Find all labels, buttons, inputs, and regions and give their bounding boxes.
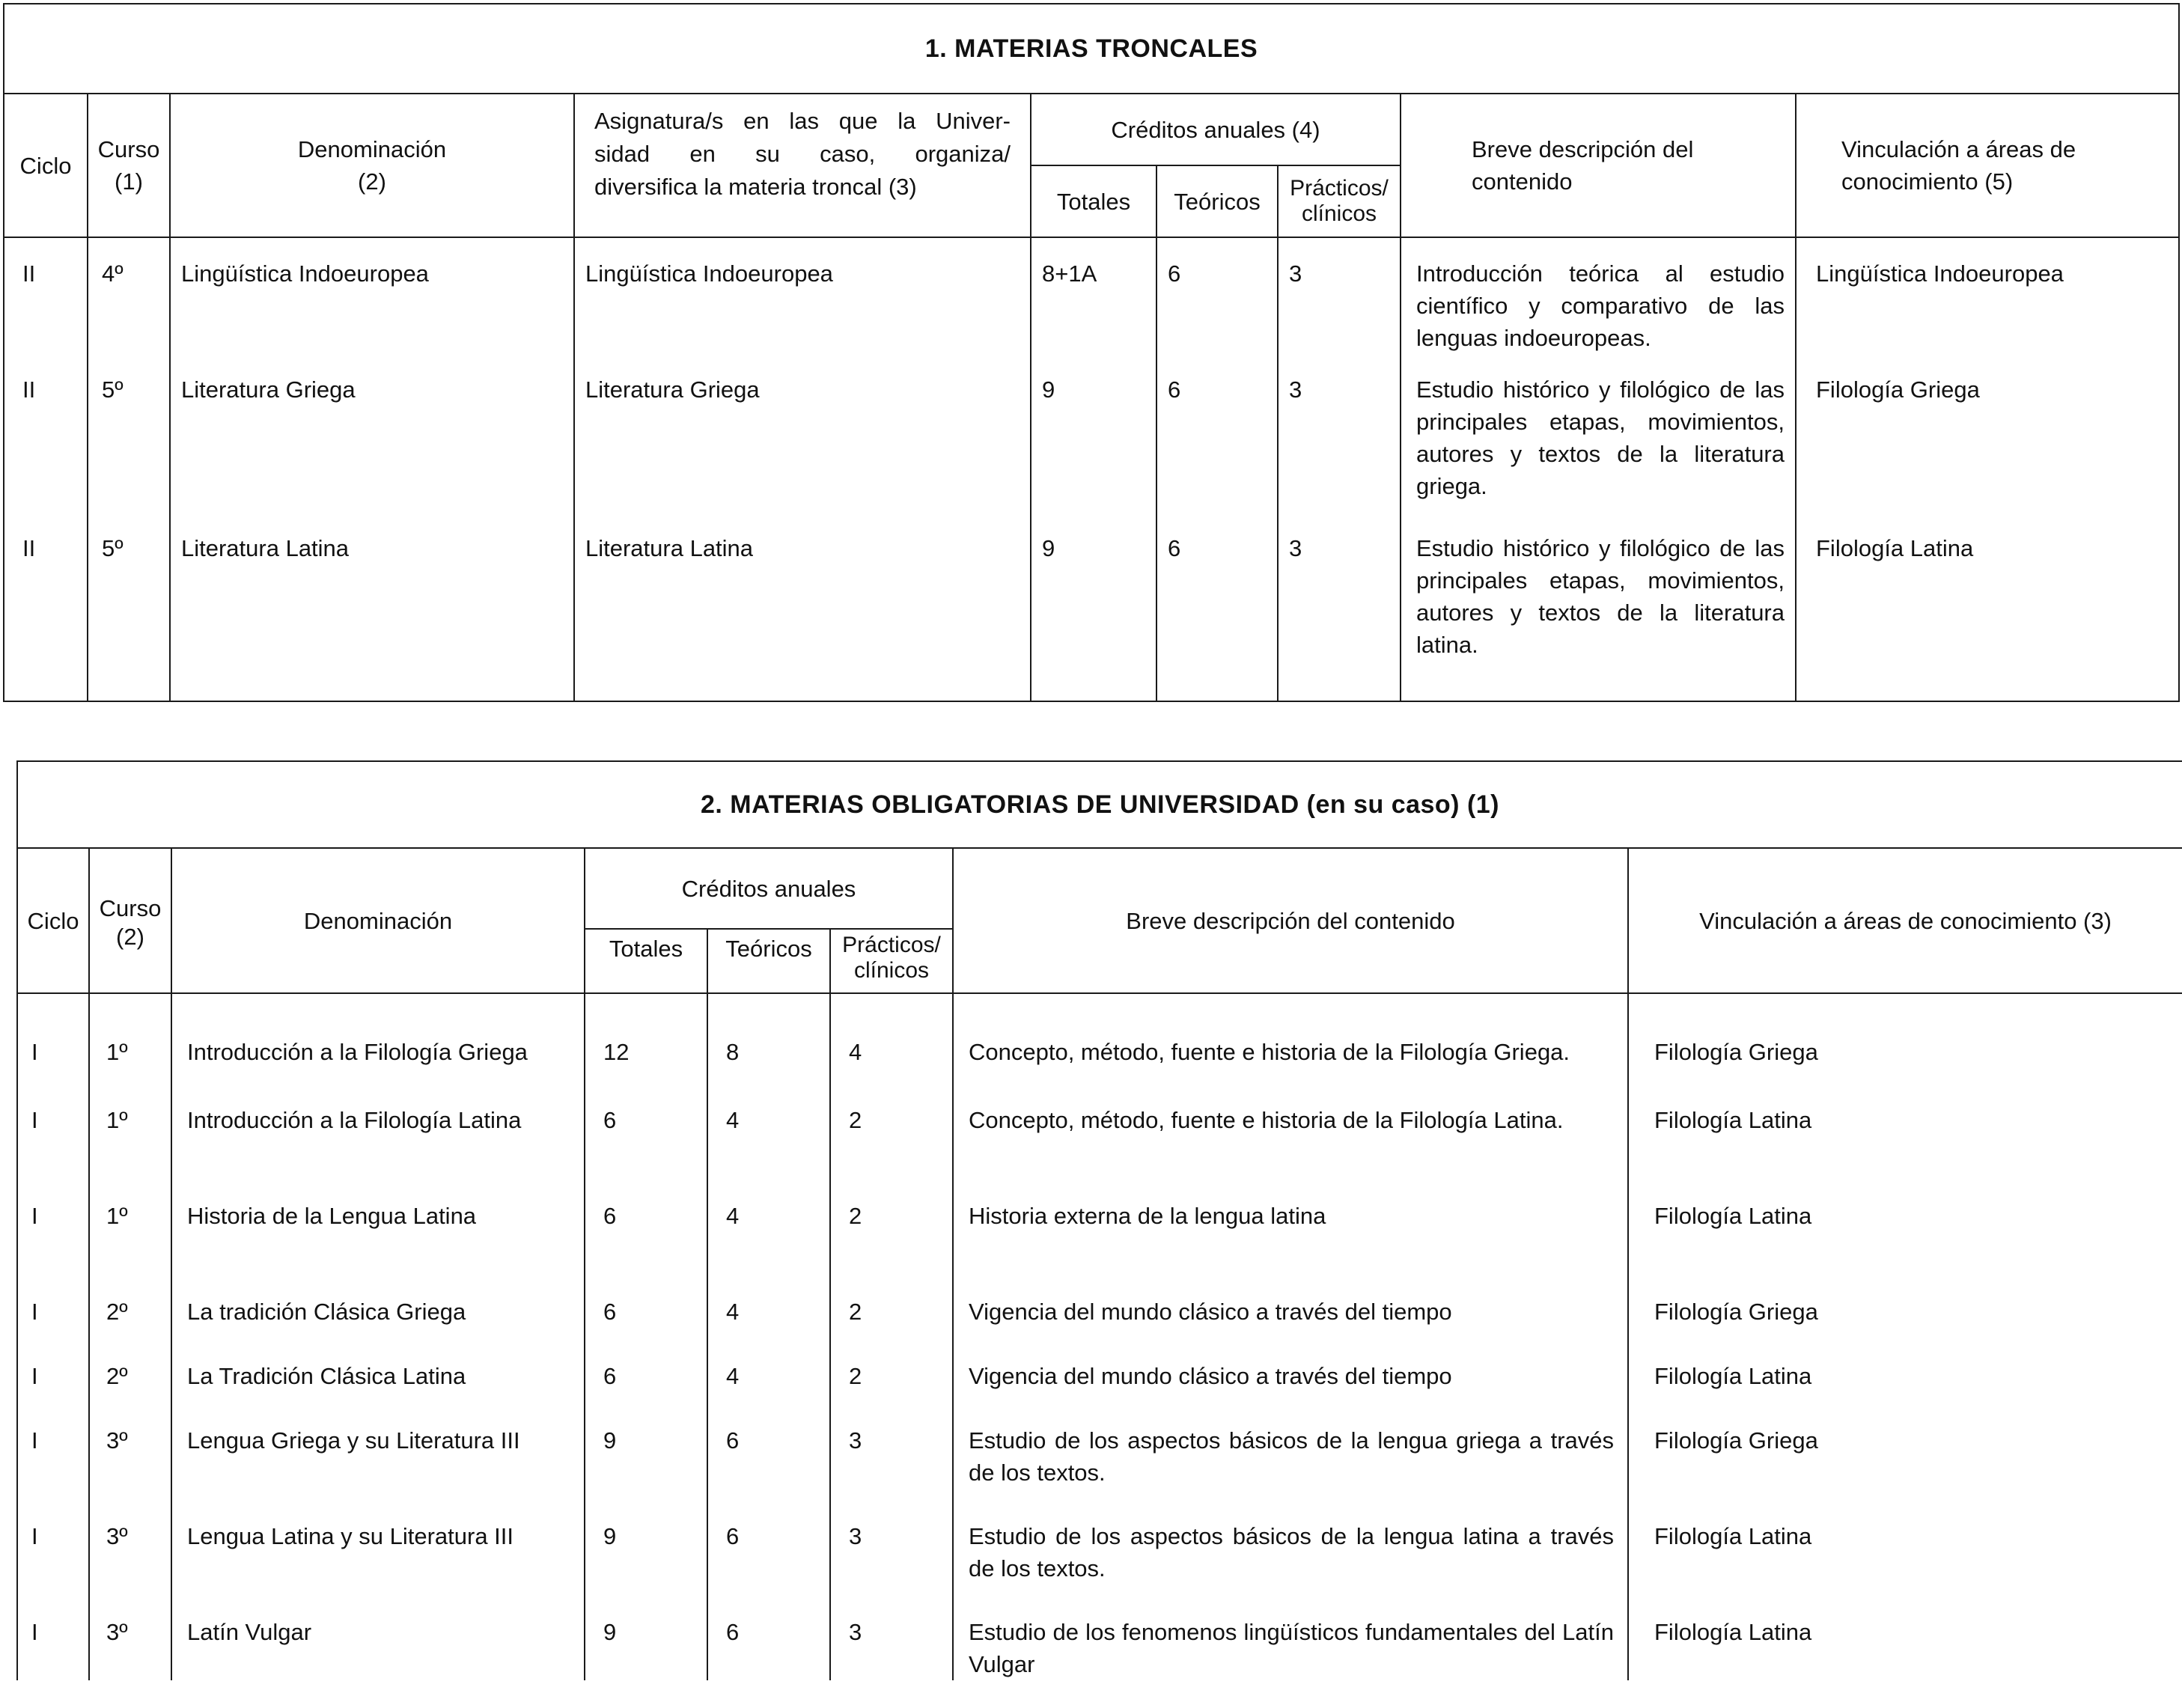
cell-teoricos: 6	[707, 1409, 830, 1505]
cell-ciclo: I	[17, 1601, 89, 1680]
cell-totales: 9	[1031, 513, 1156, 701]
cell-ciclo: II	[4, 513, 88, 701]
table-row	[17, 1505, 2182, 1601]
header-curso-label: Curso	[99, 894, 162, 921]
table-row	[4, 237, 2179, 354]
cell-teoricos: 4	[707, 1089, 830, 1185]
header-practicos	[1278, 165, 1401, 237]
cell-curso: 5º	[88, 513, 170, 701]
cell-descripcion: Concepto, método, fuente e historia de la Filología Griega.	[953, 993, 1628, 1089]
cell-descripcion: Estudio de los fenomenos lingüísticos fundamentales del Latín Vulgar	[953, 1601, 1628, 1680]
cell-practicos: 3	[830, 1601, 953, 1680]
cell-practicos: 2	[830, 1345, 953, 1409]
header-curso-note: (1)	[115, 168, 143, 195]
cell-ciclo: II	[4, 354, 88, 513]
cell-curso: 1º	[89, 1185, 171, 1281]
cell-ciclo: I	[17, 1409, 89, 1505]
cell-teoricos: 6	[1156, 513, 1278, 701]
cell-vinculacion: Filología Latina	[1628, 1185, 2182, 1281]
cell-asignatura: Literatura Griega	[574, 354, 1031, 513]
cell-denominacion: Introducción a la Filología Latina	[171, 1089, 585, 1185]
cell-totales: 9	[1031, 354, 1156, 513]
header-practicos	[830, 929, 953, 993]
table-row	[17, 1185, 2182, 1281]
table-row	[4, 513, 2179, 701]
header-asignatura	[574, 94, 1031, 237]
header-practicos-line2: clínicos	[853, 958, 930, 983]
cell-teoricos: 8	[707, 993, 830, 1089]
cell-totales: 9	[585, 1601, 707, 1680]
materias-troncales-table	[3, 3, 2180, 702]
cell-totales: 9	[585, 1505, 707, 1601]
cell-asignatura: Lingüística Indoeuropea	[574, 237, 1031, 354]
table-row	[17, 1601, 2182, 1680]
cell-practicos: 4	[830, 993, 953, 1089]
cell-asignatura: Literatura Latina	[574, 513, 1031, 701]
cell-descripcion: Vigencia del mundo clásico a través del tiempo	[953, 1281, 1628, 1345]
header-vinculacion: Vinculación a áreas de conocimiento (3)	[1628, 848, 2182, 993]
cell-vinculacion: Lingüística Indoeuropea	[1796, 237, 2179, 354]
cell-denominacion: Lengua Griega y su Literatura III	[171, 1409, 585, 1505]
header-curso	[88, 94, 170, 237]
cell-descripcion: Vigencia del mundo clásico a través del tiempo	[953, 1345, 1628, 1409]
cell-denominacion: Literatura Latina	[170, 513, 574, 701]
header-denominacion-note: (2)	[358, 168, 386, 195]
header-practicos-line1: Prácticos/	[842, 933, 941, 957]
cell-curso: 4º	[88, 237, 170, 354]
cell-ciclo: I	[17, 1185, 89, 1281]
header-teoricos: Teóricos	[707, 929, 830, 993]
header-curso-note: (2)	[116, 923, 144, 950]
header-descripcion: Breve descripción del contenido	[953, 848, 1628, 993]
cell-teoricos: 6	[1156, 237, 1278, 354]
cell-ciclo: II	[4, 237, 88, 354]
cell-practicos: 2	[830, 1185, 953, 1281]
cell-curso: 1º	[89, 993, 171, 1089]
header-creditos: Créditos anuales (4)	[1031, 94, 1401, 165]
cell-denominacion: Lingüística Indoeuropea	[170, 237, 574, 354]
cell-denominacion: Historia de la Lengua Latina	[171, 1185, 585, 1281]
header-denominacion: Denominación	[171, 848, 585, 993]
header-curso-label: Curso	[97, 136, 160, 162]
cell-practicos: 3	[1278, 354, 1401, 513]
cell-descripcion: Historia externa de la lengua latina	[953, 1185, 1628, 1281]
header-descripcion	[1401, 94, 1796, 237]
cell-curso: 3º	[89, 1409, 171, 1505]
cell-teoricos: 4	[707, 1281, 830, 1345]
cell-denominacion: La Tradición Clásica Latina	[171, 1345, 585, 1409]
cell-vinculacion: Filología Griega	[1628, 1281, 2182, 1345]
header-descripcion-line1: Breve descripción del	[1472, 136, 1694, 162]
cell-practicos: 2	[830, 1281, 953, 1345]
table-row	[17, 993, 2182, 1089]
cell-ciclo: I	[17, 1345, 89, 1409]
cell-denominacion: La tradición Clásica Griega	[171, 1281, 585, 1345]
header-totales: Totales	[585, 929, 707, 993]
cell-totales: 12	[585, 993, 707, 1089]
cell-totales: 6	[585, 1089, 707, 1185]
table-row	[17, 1409, 2182, 1505]
cell-vinculacion: Filología Latina	[1628, 1601, 2182, 1680]
header-ciclo: Ciclo	[4, 94, 88, 237]
header-ciclo: Ciclo	[17, 848, 89, 993]
cell-practicos: 3	[1278, 513, 1401, 701]
header-creditos: Créditos anuales	[585, 848, 953, 929]
cell-vinculacion: Filología Griega	[1628, 993, 2182, 1089]
cell-ciclo: I	[17, 1505, 89, 1601]
cell-totales: 6	[585, 1185, 707, 1281]
cell-totales: 8+1A	[1031, 237, 1156, 354]
cell-vinculacion: Filología Latina	[1628, 1089, 2182, 1185]
cell-denominacion: Introducción a la Filología Griega	[171, 993, 585, 1089]
cell-practicos: 3	[1278, 237, 1401, 354]
cell-denominacion: Literatura Griega	[170, 354, 574, 513]
cell-descripcion: Estudio histórico y filológico de las principales etapas, movimientos, autores y textos de la literatura griega.	[1401, 354, 1796, 513]
cell-curso: 2º	[89, 1345, 171, 1409]
table2-title: 2. MATERIAS OBLIGATORIAS DE UNIVERSIDAD (en su caso) (1)	[17, 761, 2182, 848]
cell-totales: 9	[585, 1409, 707, 1505]
cell-descripcion: Estudio histórico y filológico de las principales etapas, movimientos, autores y textos de la literatura latina.	[1401, 513, 1796, 701]
header-denominacion-label: Denominación	[297, 136, 447, 162]
header-vinculacion	[1796, 94, 2179, 237]
cell-teoricos: 6	[707, 1505, 830, 1601]
cell-teoricos: 4	[707, 1185, 830, 1281]
header-descripcion-line2: contenido	[1472, 168, 1573, 195]
cell-practicos: 3	[830, 1409, 953, 1505]
cell-descripcion: Introducción teórica al estudio científico y comparativo de las lenguas indoeuropeas.	[1401, 237, 1796, 354]
cell-curso: 2º	[89, 1281, 171, 1345]
cell-vinculacion: Filología Latina	[1796, 513, 2179, 701]
cell-totales: 6	[585, 1345, 707, 1409]
header-denominacion	[170, 94, 574, 237]
cell-teoricos: 4	[707, 1345, 830, 1409]
table1-title: 1. MATERIAS TRONCALES	[4, 4, 2179, 94]
cell-teoricos: 6	[707, 1601, 830, 1680]
cell-curso: 1º	[89, 1089, 171, 1185]
header-asignatura-line1: Asignatura/s en las que la Univer-	[594, 108, 1011, 134]
table-row	[17, 1281, 2182, 1345]
cell-descripcion: Estudio de los aspectos básicos de la lengua latina a través de los textos.	[953, 1505, 1628, 1601]
cell-teoricos: 6	[1156, 354, 1278, 513]
cell-curso: 3º	[89, 1601, 171, 1680]
cell-vinculacion: Filología Griega	[1796, 354, 2179, 513]
header-vinculacion-line1: Vinculación a áreas de	[1841, 136, 2076, 162]
table-row	[17, 1089, 2182, 1185]
cell-ciclo: I	[17, 1089, 89, 1185]
header-asignatura-line2: sidad en su caso, organiza/	[594, 141, 1011, 167]
table-row	[4, 354, 2179, 513]
cell-vinculacion: Filología Griega	[1628, 1409, 2182, 1505]
header-vinculacion-line2: conocimiento (5)	[1841, 168, 2014, 195]
header-curso	[89, 848, 171, 993]
cell-denominacion: Lengua Latina y su Literatura III	[171, 1505, 585, 1601]
header-practicos-line2: clínicos	[1301, 201, 1377, 226]
cell-practicos: 3	[830, 1505, 953, 1601]
table-row	[17, 1345, 2182, 1409]
materias-obligatorias-table	[16, 760, 2182, 1680]
cell-practicos: 2	[830, 1089, 953, 1185]
cell-ciclo: I	[17, 1281, 89, 1345]
header-totales: Totales	[1031, 165, 1156, 237]
cell-vinculacion: Filología Latina	[1628, 1505, 2182, 1601]
cell-curso: 3º	[89, 1505, 171, 1601]
header-practicos-line1: Prácticos/	[1290, 176, 1389, 201]
cell-totales: 6	[585, 1281, 707, 1345]
header-asignatura-line3: diversifica la materia troncal (3)	[594, 174, 917, 200]
cell-ciclo: I	[17, 993, 89, 1089]
cell-descripcion: Estudio de los aspectos básicos de la lengua griega a través de los textos.	[953, 1409, 1628, 1505]
cell-descripcion: Concepto, método, fuente e historia de la Filología Latina.	[953, 1089, 1628, 1185]
cell-denominacion: Latín Vulgar	[171, 1601, 585, 1680]
cell-curso: 5º	[88, 354, 170, 513]
cell-vinculacion: Filología Latina	[1628, 1345, 2182, 1409]
header-teoricos: Teóricos	[1156, 165, 1278, 237]
